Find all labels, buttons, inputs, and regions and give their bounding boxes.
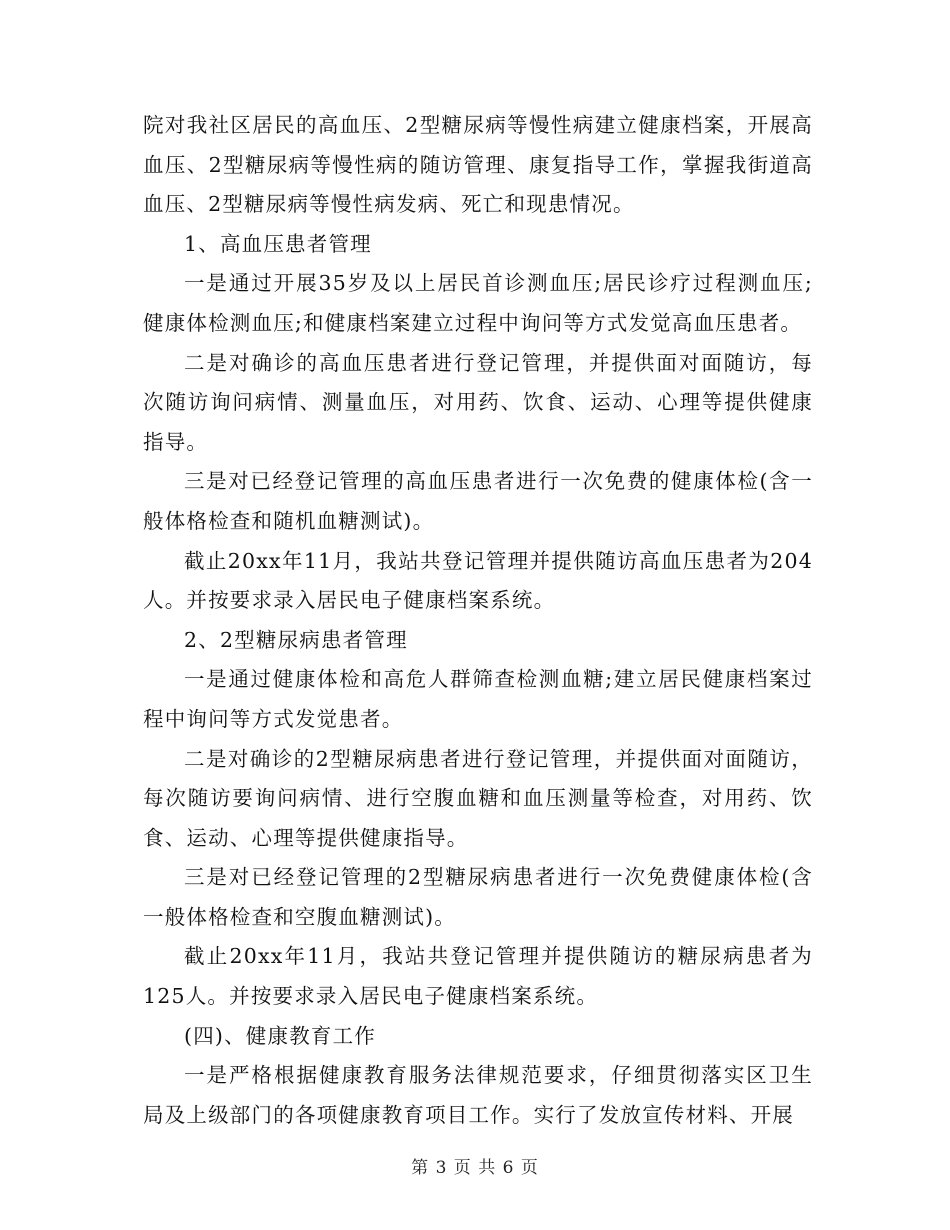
paragraph-diabetes-2: 二是对确诊的2型糖尿病患者进行登记管理，并提供面对面随访，每次随访要询问病情、进行空腹血糖和血压测量等检查，对用药、饮食、运动、心理等提供健康指导。 (143, 746, 813, 850)
paragraph-hypertension-1: 一是通过开展35岁及以上居民首诊测血压;居民诊疗过程测血压;健康体检测血压;和健康档案建立过程中询问等方式发觉高血压患者。 (143, 271, 813, 335)
heading-hypertension-management: 1、高血压患者管理 (184, 231, 372, 256)
heading-diabetes-management: 2、2型糖尿病患者管理 (184, 627, 408, 652)
paragraph-hypertension-count: 截止20xx年11月，我站共登记管理并提供随访高血压患者为204人。并按要求录入居民电子健康档案系统。 (143, 548, 813, 613)
paragraph-hypertension-3: 三是对已经登记管理的高血压患者进行一次免费的健康体检(含一般体格检查和随机血糖测试)。 (143, 469, 813, 533)
paragraph-continuation: 院对我社区居民的高血压、2型糖尿病等慢性病建立健康档案，开展高血压、2型糖尿病等慢性病的随访管理、康复指导工作，掌握我街道高血压、2型糖尿病等慢性病发病、死亡和现患情况。 (143, 113, 813, 217)
paragraph-diabetes-count: 截止20xx年11月，我站共登记管理并提供随访的糖尿病患者为125人。并按要求录入居民电子健康档案系统。 (143, 944, 813, 1009)
heading-health-education: (四)、健康教育工作 (184, 1023, 376, 1048)
paragraph-health-education-1: 一是严格根据健康教育服务法律规范要求，仔细贯彻落实区卫生局及上级部门的各项健康教育项目工作。实行了发放宣传材料、开展 (143, 1063, 813, 1127)
paragraph-diabetes-1: 一是通过健康体检和高危人群筛查检测血糖;建立居民健康档案过程中询问等方式发觉患者。 (143, 667, 813, 731)
paragraph-hypertension-2: 二是对确诊的高血压患者进行登记管理，并提供面对面随访，每次随访询问病情、测量血压，对用药、饮食、运动、心理等提供健康指导。 (143, 350, 813, 454)
paragraph-diabetes-3: 三是对已经登记管理的2型糖尿病患者进行一次免费健康体检(含一般体格检查和空腹血糖测试)。 (143, 865, 813, 929)
page-number-footer: 第 3 页 共 6 页 (411, 1158, 539, 1178)
document-body (143, 106, 813, 1135)
